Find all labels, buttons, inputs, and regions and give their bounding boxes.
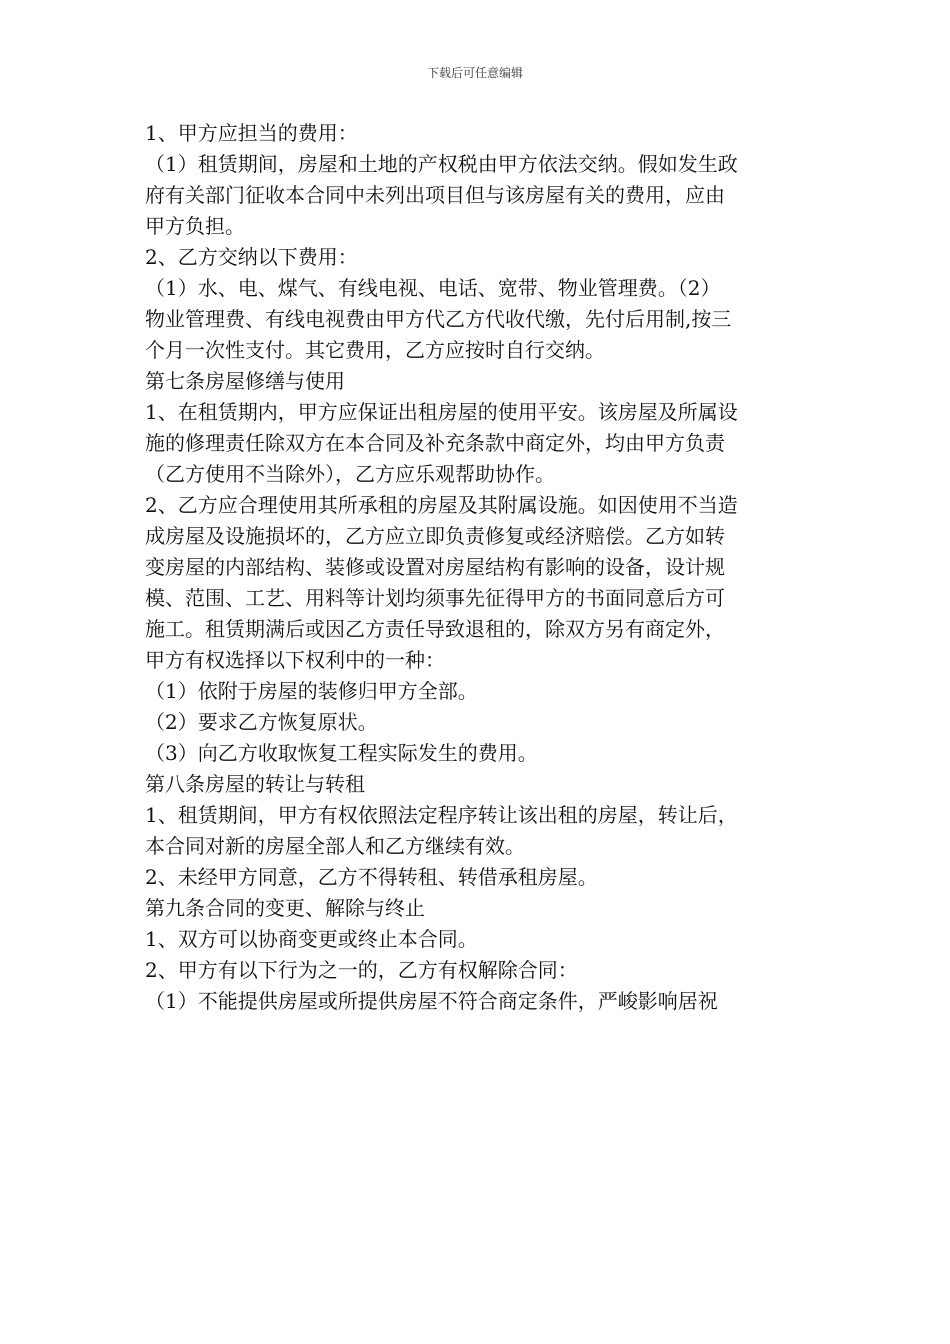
text-line: 模、范围、工艺、用料等计划均须事先征得甲方的书面同意后方可 (145, 586, 725, 610)
text-line: 2、未经甲方同意，乙方不得转租、转借承租房屋。 (145, 865, 598, 889)
text-line: （1）水、电、煤气、有线电视、电话、宽带、物业管理费。（2） (145, 276, 721, 300)
text-line: 2、乙方交纳以下费用： (145, 245, 358, 269)
text-line: 甲方有权选择以下权利中的一种： (145, 648, 445, 672)
text-line: 成房屋及设施损坏的，乙方应立即负责修复或经济赔偿。乙方如转 (145, 524, 725, 548)
text-line: 2、乙方应合理使用其所承租的房屋及其附属设施。如因使用不当造 (145, 493, 738, 517)
text-line: 2、甲方有以下行为之一的，乙方有权解除合同： (145, 958, 578, 982)
text-line: 1、租赁期间，甲方有权依照法定程序转让该出租的房屋，转让后， (145, 803, 738, 827)
text-line: （2）要求乙方恢复原状。 (145, 710, 378, 734)
text-line: 个月一次性支付。其它费用，乙方应按时自行交纳。 (145, 338, 605, 362)
text-line: 施工。租赁期满后或因乙方责任导致退租的，除双方另有商定外， (145, 617, 725, 641)
text-line: 甲方负担。 (145, 214, 245, 238)
text-line: 府有关部门征收本合同中未列出项目但与该房屋有关的费用，应由 (145, 183, 725, 207)
document-body (145, 118, 810, 1017)
text-line: 1、甲方应担当的费用： (145, 121, 358, 145)
text-line: 1、在租赁期内，甲方应保证出租房屋的使用平安。该房屋及所属设 (145, 400, 738, 424)
text-line: （1）依附于房屋的装修归甲方全部。 (145, 679, 478, 703)
text-line: 施的修理责任除双方在本合同及补充条款中商定外，均由甲方负责 (145, 431, 725, 455)
text-line: （1）租赁期间，房屋和土地的产权税由甲方依法交纳。假如发生政 (145, 152, 738, 176)
text-line: （3）向乙方收取恢复工程实际发生的费用。 (145, 741, 538, 765)
text-line: （乙方使用不当除外），乙方应乐观帮助协作。 (145, 462, 555, 486)
text-line: 本合同对新的房屋全部人和乙方继续有效。 (145, 834, 525, 858)
text-line: （1）不能提供房屋或所提供房屋不符合商定条件，严峻影响居祝 (145, 989, 718, 1013)
text-line: 1、双方可以协商变更或终止本合同。 (145, 927, 478, 951)
page-header-note: 下载后可任意编辑 (426, 66, 523, 80)
text-line: 物业管理费、有线电视费由甲方代乙方代收代缴，先付后用制,按三 (145, 307, 732, 331)
text-line: 变房屋的内部结构、装修或设置对房屋结构有影响的设备，设计规 (145, 555, 725, 579)
section-heading: 第九条合同的变更、解除与终止 (145, 896, 425, 920)
section-heading: 第七条房屋修缮与使用 (145, 369, 345, 393)
section-heading: 第八条房屋的转让与转租 (145, 772, 365, 796)
